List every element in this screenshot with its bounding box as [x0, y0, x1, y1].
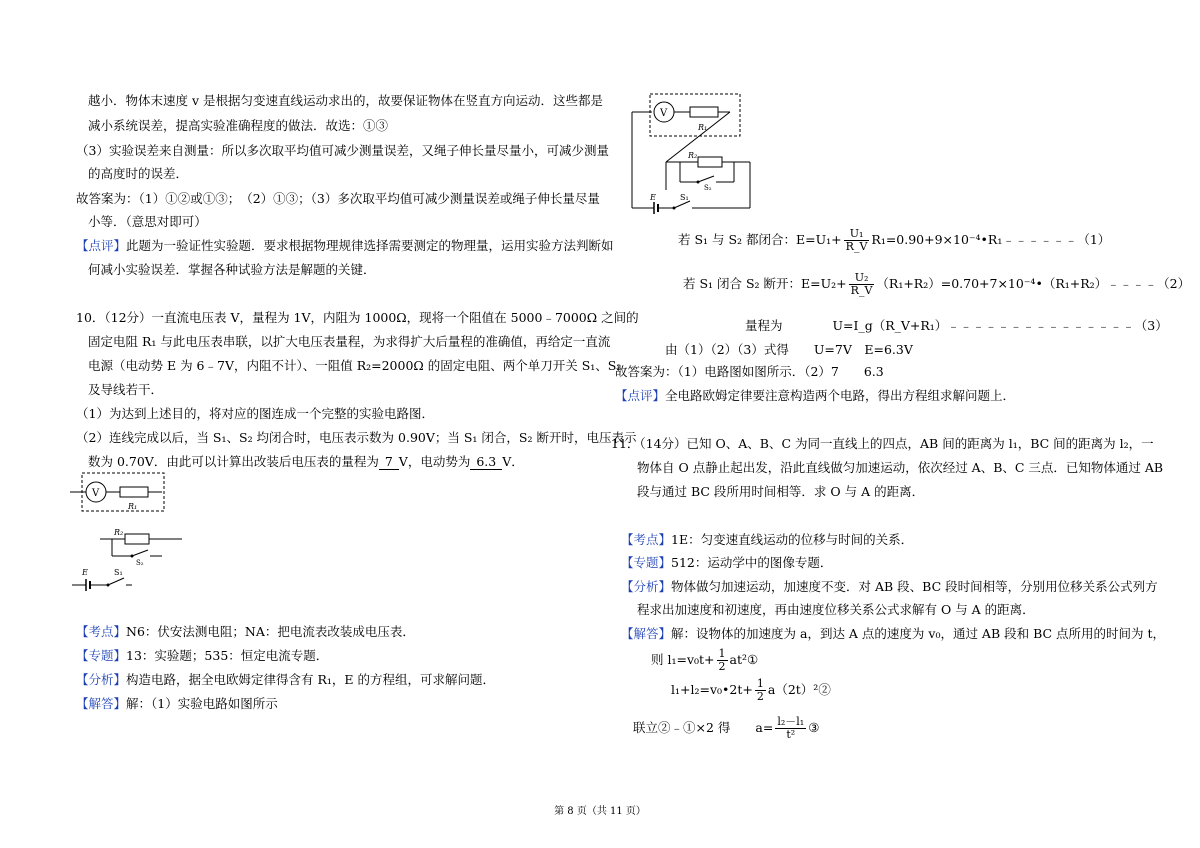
fraction: $\frac{\text{U₁}}{R\_V}$ [845, 227, 868, 253]
text-line: 故答案为：（1）①②或①③； （2）①③；（3）多次取平均值可减少测量误差或绳子伸长量尽量 [76, 191, 600, 206]
equation-4: 由（1）（2）（3）式得 U=7V E=6.3V [665, 342, 913, 357]
jieda-line: 【解答】解：设物体的加速度为 a，到达 A 点的速度为 v₀，通过 AB 段和 BC 点所用的时间为 t， [621, 626, 1166, 641]
fenxi-line-2: 程求出加速度和初速度，再由速度位移关系公式求解有 O 与 A 的距离． [637, 602, 1035, 617]
e-label: E [82, 568, 88, 577]
text-line: 减小系统误差，提高实验准确程度的做法．故选：①③ [88, 118, 389, 133]
equation-1: 若 S₁ 与 S₂ 都闭合：E=U₁+ $\frac{\text{U₁}}{R\_V}$ R₁=0.90+9×10⁻⁴•R₁﹣﹣﹣﹣﹣﹣（1） [678, 227, 1111, 253]
switch-s1 [674, 201, 690, 208]
s2-label: S₂ [136, 559, 144, 567]
solution-step-1: 则 l₁=v₀t+ $\frac{1}{2}$ at²① [651, 647, 759, 673]
r1-label: R₁ [128, 502, 138, 511]
s1-label: S₁ [680, 193, 689, 202]
s2-label: S₂ [704, 184, 712, 192]
resistor-r2 [125, 534, 149, 544]
zhuanti-line: 【专题】512：运动学中的图像专题． [621, 555, 833, 570]
resistor-r2 [698, 157, 722, 167]
solution-step-2: l₁+l₂=v₀•2t+ $\frac{1}{2}$ a（2t）²② [671, 677, 831, 703]
fenxi-line: 【分析】物体做匀加速运动，加速度不变．对 AB 段、BC 段时间相等，分别用位移关系公式列方 [621, 579, 1158, 594]
jieda-line: 【解答】解：（1）实验电路如图所示 [76, 696, 278, 711]
page-footer: 第 8 页（共 11 页） [554, 806, 646, 817]
text-line: （3）实验误差来自测量：所以多次取平均值可减少测量误差，又绳子伸长量尽量小，可减少测量 [76, 143, 609, 158]
text-line: 的高度时的误差． [88, 166, 189, 181]
r1-label: R₁ [698, 123, 708, 132]
answer-blank: 6.3 [470, 454, 502, 470]
voltmeter-label: V [660, 108, 668, 119]
text-line: 越小．物体末速度 v 是根据匀变速直线运动求出的，故要保证物体在竖直方向运动．这些都是 [88, 93, 604, 108]
question-11-line: 段与通过 BC 段所用时间相等．求 O 与 A 的距离． [637, 484, 925, 499]
answer-line: 故答案为：（1）电路图如图所示．（2）7 6.3 [615, 364, 884, 379]
switch-s2 [132, 550, 148, 556]
voltmeter-label: V [92, 488, 100, 499]
question-11-line: 11．（14分）已知 O、A、B、C 为同一直线上的四点，AB 间的距离为 l₁，BC 间的距离为 l₂，一 [611, 436, 1154, 451]
resistor-r1 [690, 107, 718, 117]
question-10-answer-line: 数为 0.70V．由此可以计算出改装后电压表的量程为 7 V，电动势为 6.3 V． [88, 454, 524, 469]
s1-label: S₁ [114, 568, 123, 577]
question-10-line: 电源（电动势 E 为 6﹣7V，内阻不计）、一阻值 R₂=2000Ω 的固定电阻、两个单刀开关 S₁、S₂ [88, 358, 622, 373]
question-10-line: （1）为达到上述目的，将对应的图连成一个完整的实验电路图． [76, 406, 434, 421]
r2-label: R₂ [688, 151, 698, 160]
equation-3: 量程为 U=I_g（R_V+R₁）﹣﹣﹣﹣﹣﹣﹣﹣﹣﹣﹣﹣﹣﹣﹣（3） [745, 318, 1168, 333]
text-line: 小等．（意思对即可） [88, 214, 207, 229]
question-11-line: 物体自 O 点静止起出发，沿此直线做匀加速运动，依次经过 A、B、C 三点．已知物体通过 AB [637, 460, 1164, 475]
fraction: $\frac{\text{U₂}}{R\_V}$ [850, 271, 873, 297]
resistor-r1 [120, 487, 148, 497]
solution-step-3: 联立②﹣①×2 得 a= $\frac{\text{l₂－l₁}}{\text{t²}}$ ③ [633, 715, 820, 741]
review-line: 【点评】此题为一验证性实验题．要求根据物理规律选择需要测定的物理量，运用实验方法判断如 [76, 238, 614, 253]
review-tag: 【点评】 [76, 238, 127, 253]
fraction: $\frac{1}{2}$ [756, 677, 764, 703]
incomplete-circuit-diagram [70, 470, 210, 595]
answer-blank: 7 [379, 454, 399, 470]
kaodian-line: 【考点】N6：伏安法测电阻；NA：把电流表改装成电压表． [76, 624, 415, 639]
question-10-line: 固定电阻 R₁ 与此电压表串联，以扩大电压表量程，为求得扩大后量程的准确值，再给定一直流 [88, 334, 611, 349]
switch-s1 [108, 578, 124, 585]
fraction: $\frac{1}{2}$ [718, 647, 726, 673]
text-line: 何减小实验误差．掌握各种试验方法是解题的关键． [88, 262, 376, 277]
kaodian-line: 【考点】1E：匀变速直线运动的位移与时间的关系． [621, 532, 914, 547]
r2-label: R₂ [114, 528, 124, 537]
fenxi-line: 【分析】构造电路，据全电欧姆定律得含有 R₁，E 的方程组，可求解问题． [76, 672, 496, 687]
fraction: $\frac{\text{l₂－l₁}}{\text{t²}}$ [777, 715, 805, 741]
review-line: 【点评】全电路欧姆定律要注意构造两个电路，得出方程组求解问题上． [615, 388, 1016, 403]
complete-circuit-diagram [630, 90, 770, 220]
question-10-line: 10．（12分）一直流电压表 V，量程为 1V，内阻为 1000Ω，现将一个阻值在 5000﹣7000Ω 之间的 [76, 310, 639, 325]
e-label: E [650, 193, 656, 202]
question-10-line: 及导线若干． [88, 382, 164, 397]
switch-s2 [698, 176, 714, 182]
zhuanti-line: 【专题】13：实验题；535：恒定电流专题． [76, 648, 329, 663]
equation-2: 若 S₁ 闭合 S₂ 断开：E=U₂+ $\frac{\text{U₂}}{R\_V}$ （R₁+R₂）=0.70+7×10⁻⁴•（R₁+R₂）﹣﹣﹣﹣（2） [683, 271, 1191, 297]
question-10-line: （2）连线完成以后，当 S₁、S₂ 均闭合时，电压表示数为 0.90V；当 S₁ 闭合，S₂ 断开时，电压表示 [76, 430, 637, 445]
